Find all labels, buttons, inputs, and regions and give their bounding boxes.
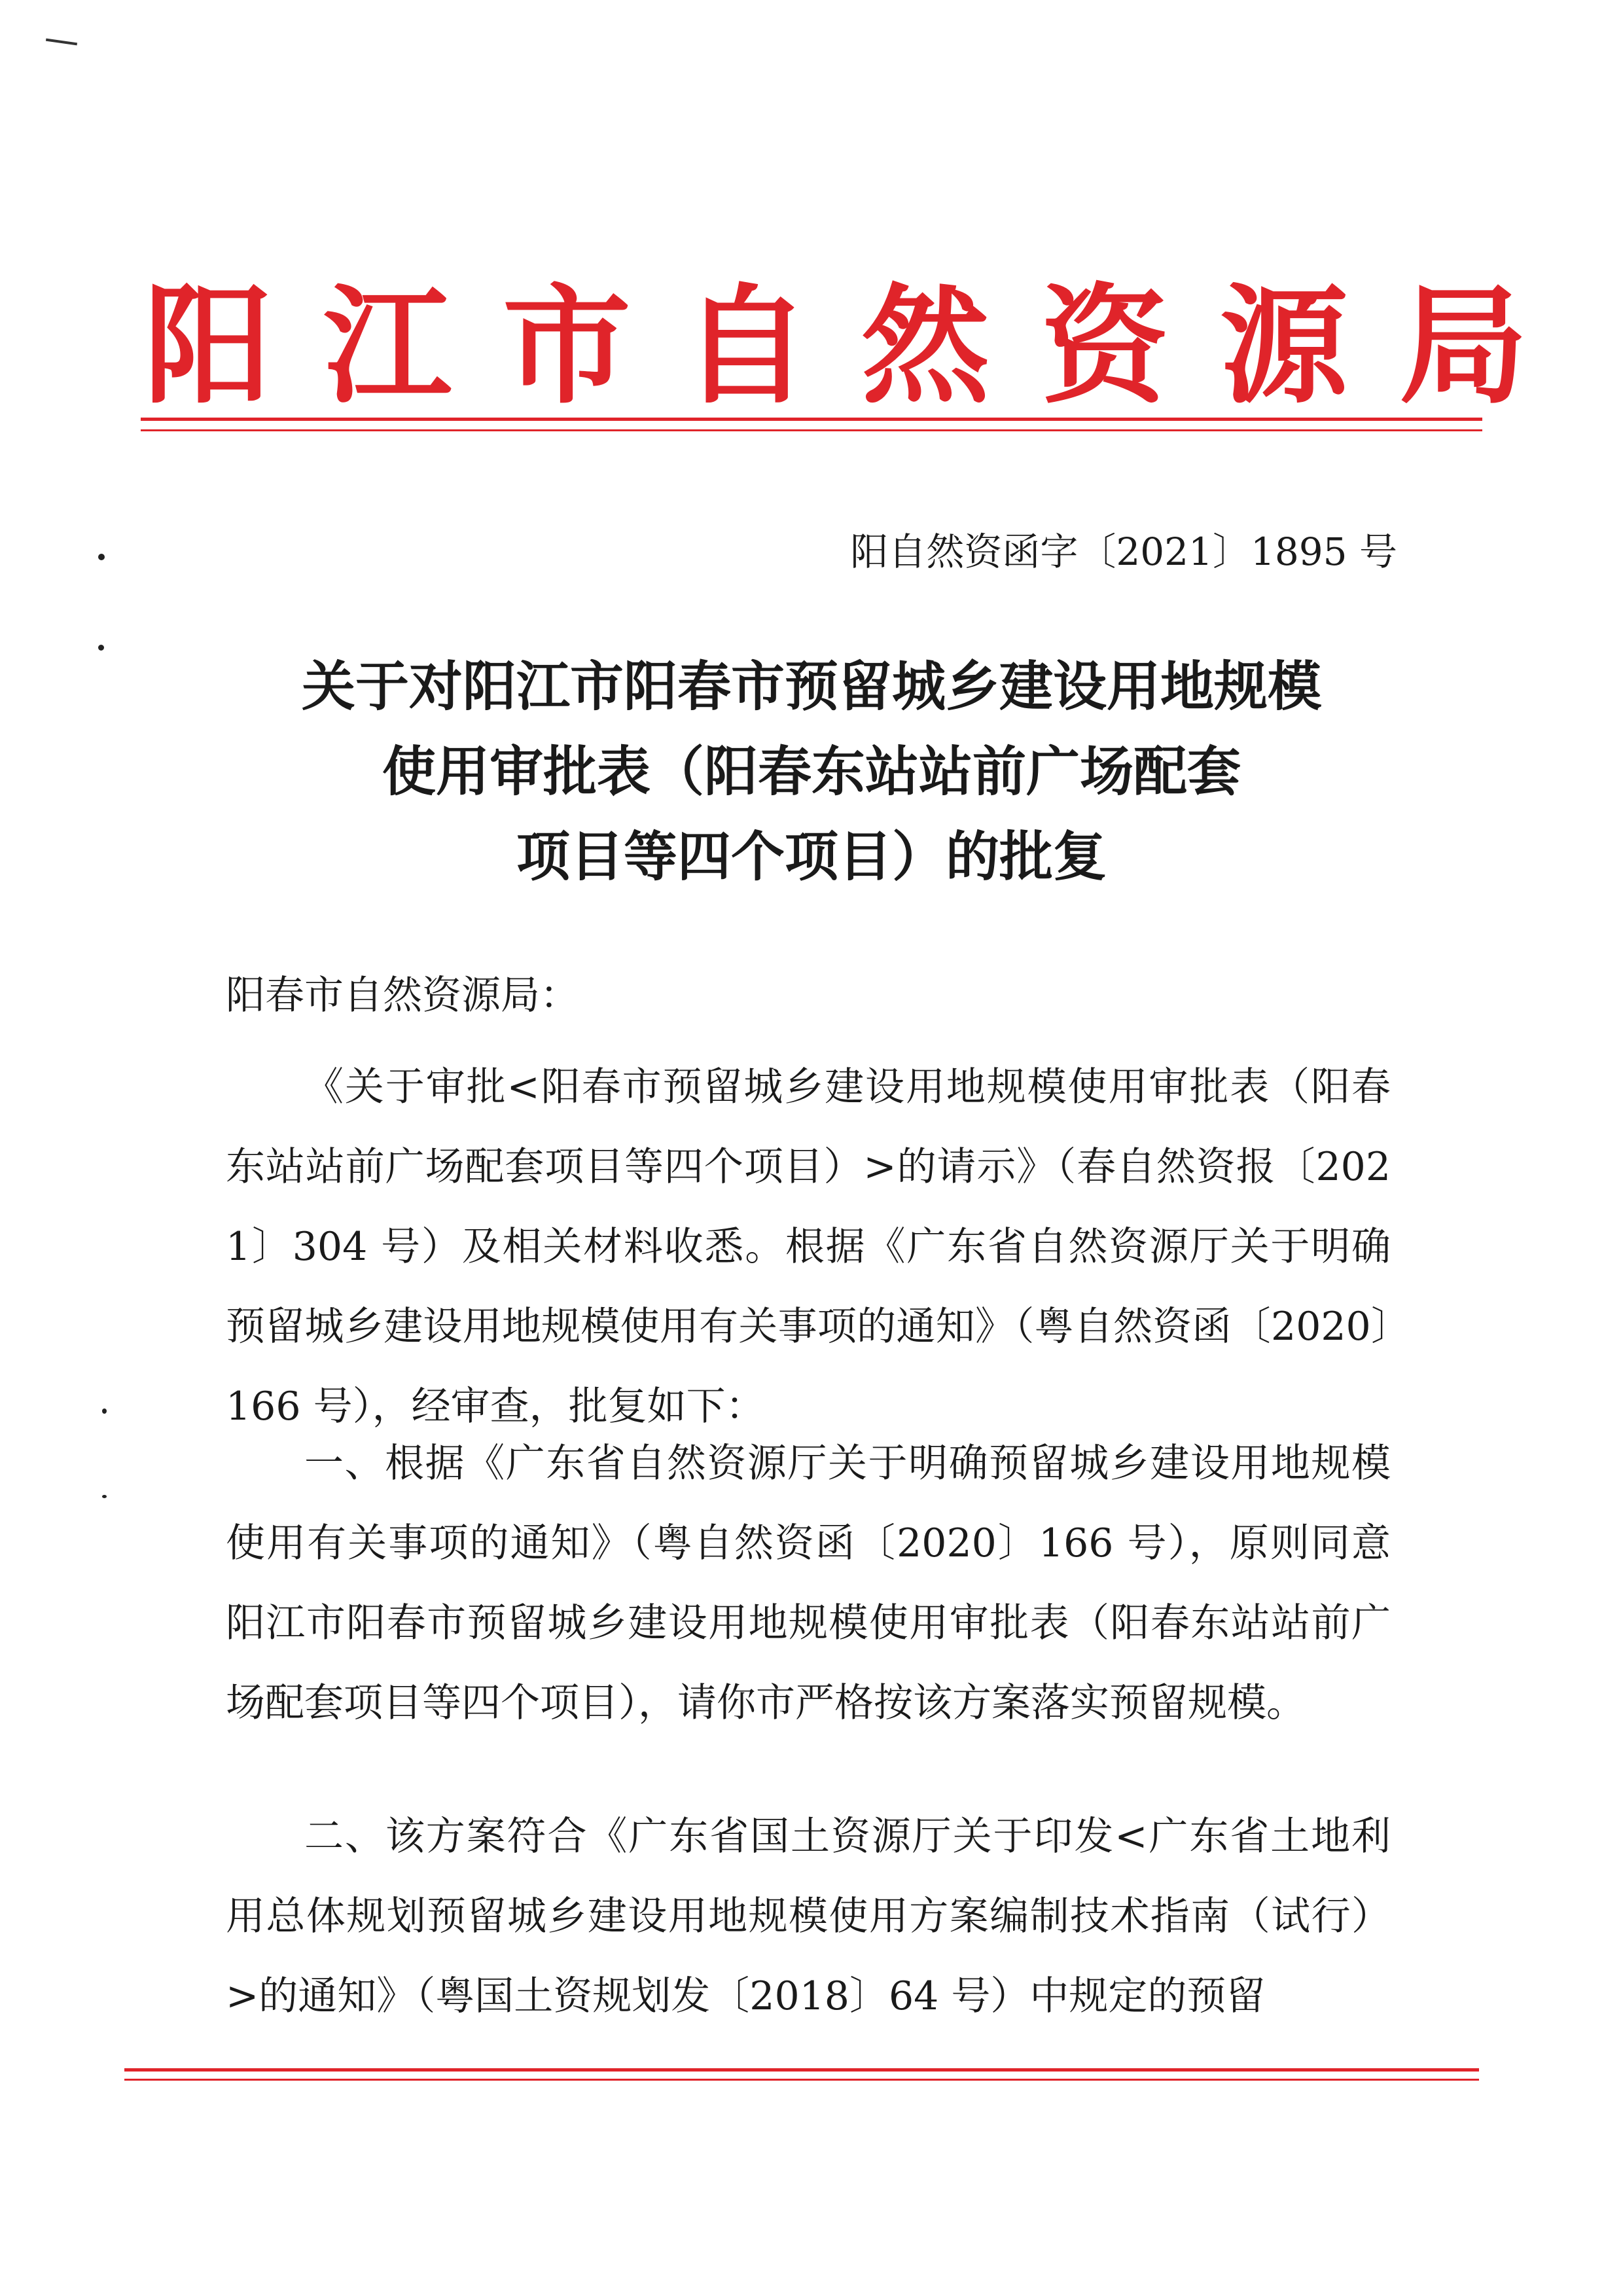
footer-rule-thin <box>124 2079 1479 2081</box>
document-number: 阳自然资函字〔2021〕1895 号 <box>850 529 1397 574</box>
scan-dot <box>98 645 104 651</box>
scan-mark <box>46 39 77 46</box>
footer-rule-thick <box>124 2068 1479 2072</box>
agency-letterhead: 阳江市自然资源局 <box>144 272 1579 422</box>
body-paragraph: 二、该方案符合《广东省国土资源厅关于印发<广东省土地利用总体规划预留城乡建设用地规模使用方案编制技术指南（试行）>的通知》（粤国土资规划发〔2018〕64 号）中规定的预留 <box>226 1814 1391 2019</box>
title-line-2: 使用审批表（阳春东站站前广场配套 <box>382 741 1241 803</box>
body-paragraph: 一、根据《广东省自然资源厅关于明确预留城乡建设用地规模使用有关事项的通知》（粤自然资函〔2020〕166 号），原则同意阳江市阳春市预留城乡建设用地规模使用审批表（阳春东站站前广场配套项目等四个项目），请你市严格按该方案落实预留规模。 <box>226 1441 1391 1726</box>
header-rule-thick <box>141 418 1482 421</box>
scan-dot <box>98 554 105 560</box>
title-line-1: 关于对阳江市阳春市预留城乡建设用地规模 <box>301 656 1321 718</box>
document-title <box>196 645 1427 900</box>
title-line-3: 项目等四个项目）的批复 <box>516 826 1107 888</box>
header-rule-thin <box>141 429 1482 431</box>
scan-dot <box>102 1495 107 1498</box>
body-paragraph: 《关于审批<阳春市预留城乡建设用地规模使用审批表（阳春东站站前广场配套项目等四个项目）>的请示》（春自然资报〔2021〕304 号）及相关材料收悉。根据《广东省自然资源厅关于明确预留城乡建设用地规模使用有关事项的通知》（粤自然资函〔2020〕166 号），经审查，批复如下： <box>226 1064 1391 1429</box>
salutation: 阳春市自然资源局： <box>226 973 579 1018</box>
scan-dot <box>102 1408 107 1414</box>
